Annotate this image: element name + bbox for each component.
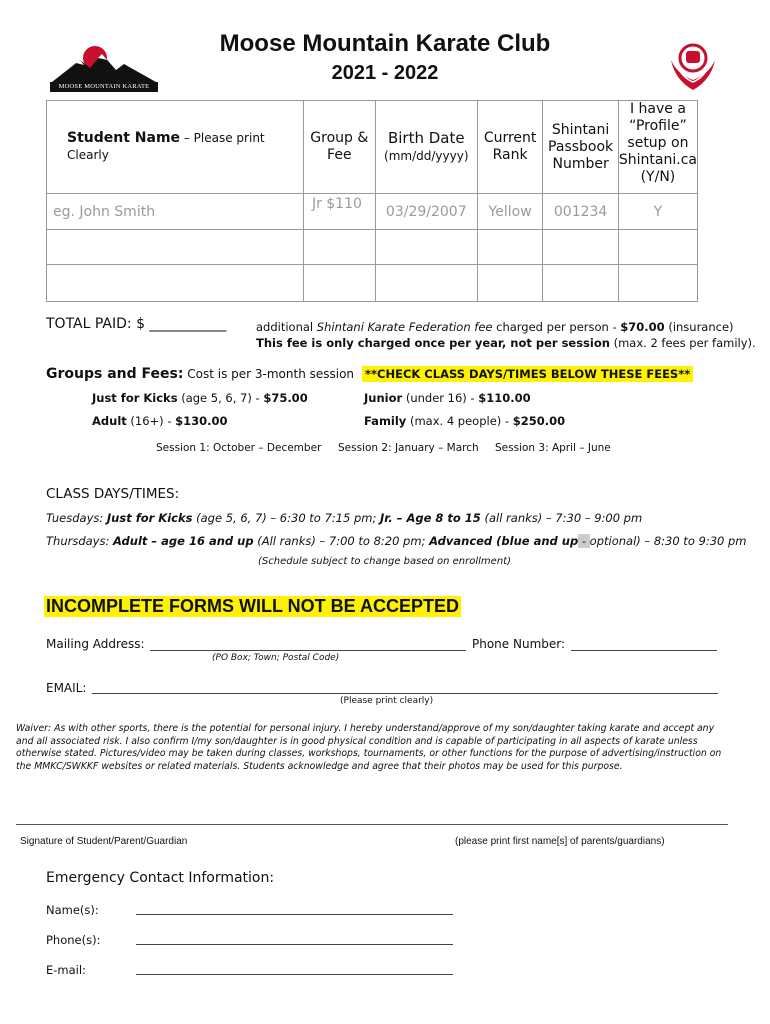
- federation-fee-line: additional Shintani Karate Federation fee charged per person - $70.00 (insurance): [256, 320, 734, 334]
- signature-label: Signature of Student/Parent/Guardian: [20, 836, 188, 847]
- example-birth-date: 03/29/2007: [375, 194, 477, 230]
- emergency-names-field[interactable]: [136, 901, 453, 915]
- check-times-banner: **CHECK CLASS DAYS/TIMES BELOW THESE FEES**: [362, 366, 693, 382]
- junior-fee: Junior (under 16) - $110.00: [364, 391, 531, 405]
- federation-logo: [663, 36, 723, 96]
- session-1: Session 1: October – December: [156, 442, 322, 454]
- print-names-label: (please print first name[s] of parents/guardians): [455, 836, 665, 847]
- total-paid-label: TOTAL PAID: $ ___________: [46, 316, 227, 332]
- email-label: EMAIL:: [46, 681, 87, 695]
- student-row-2[interactable]: [47, 265, 698, 302]
- rank-field-2[interactable]: [477, 265, 542, 302]
- profile-field-1[interactable]: [618, 230, 697, 265]
- adult-fee: Adult (16+) - $130.00: [92, 414, 228, 428]
- profile-field-2[interactable]: [618, 265, 697, 302]
- student-row-1[interactable]: [47, 230, 698, 265]
- group-fee-field-1[interactable]: [303, 230, 375, 265]
- table-header-row: [47, 101, 698, 194]
- example-passbook: 001234: [543, 194, 619, 230]
- example-group-fee: Jr $110: [303, 194, 375, 230]
- phone-number-label: Phone Number:: [472, 637, 566, 651]
- current-rank-header: Current Rank: [477, 101, 542, 194]
- registration-table: [46, 100, 698, 302]
- emergency-phones-label: Phone(s):: [46, 933, 101, 947]
- passbook-header: Shintani Passbook Number: [543, 101, 619, 194]
- schedule-note: (Schedule subject to change based on enrollment): [258, 556, 511, 567]
- waiver-text: Waiver: As with other sports, there is the potential for personal injury. I hereby understand/approve of my son/daughter taking karate and accept any and all associated risk. I also confirm I/my son/daughter is in good physical condition and is capable of participating in all aspects of karate unless otherwise stated. Pictures/video may be taken during classes, workshops, tournaments, or other functions for the purpose of advertising/instruction on the MMKC/SWKKF websites or related materials. Students acknowledge and agree that their photos may be used for this purpose.: [16, 723, 722, 772]
- phone-number-field[interactable]: [571, 637, 717, 651]
- emergency-email-label: E-mail:: [46, 963, 86, 977]
- thursday-schedule: Thursdays: Adult – age 16 and up (All ranks) – 7:00 to 8:20 pm; Advanced (blue and up - optional) – 8:30 to 9:30 pm: [46, 534, 747, 548]
- example-rank: Yellow: [477, 194, 542, 230]
- logo-caption: MOOSE MOUNTAIN KARATE: [50, 82, 158, 92]
- page-year: 2021 - 2022: [331, 62, 439, 84]
- emergency-email-field[interactable]: [136, 961, 453, 975]
- profile-header: I have a “Profile” setup on Shintani.ca (Y/N): [618, 101, 697, 194]
- student-name-field-2[interactable]: [47, 265, 304, 302]
- emergency-phones-field[interactable]: [136, 931, 453, 945]
- emergency-heading: Emergency Contact Information:: [46, 870, 275, 886]
- groups-heading: Groups and Fees: Cost is per 3-month session: [46, 366, 355, 382]
- session-2: Session 2: January – March: [338, 442, 479, 454]
- mailing-address-note: (PO Box; Town; Postal Code): [212, 653, 340, 663]
- email-field[interactable]: [92, 680, 718, 694]
- birth-date-header: Birth Date (mm/dd/yyyy): [375, 101, 477, 194]
- group-fee-header: Group & Fee: [303, 101, 375, 194]
- group-fee-field-2[interactable]: [303, 265, 375, 302]
- family-fee: Family (max. 4 people) - $250.00: [364, 414, 566, 428]
- page-title: Moose Mountain Karate Club: [219, 30, 551, 57]
- birth-date-field-2[interactable]: [375, 265, 477, 302]
- passbook-field-1[interactable]: [543, 230, 619, 265]
- student-name-field-1[interactable]: [47, 230, 304, 265]
- email-note: (Please print clearly): [340, 696, 434, 706]
- example-profile: Y: [618, 194, 697, 230]
- incomplete-warning: INCOMPLETE FORMS WILL NOT BE ACCEPTED: [46, 596, 459, 616]
- mailing-address-field[interactable]: [150, 637, 466, 651]
- passbook-field-2[interactable]: [543, 265, 619, 302]
- class-times-heading: CLASS DAYS/TIMES:: [46, 486, 180, 502]
- signature-line[interactable]: [16, 824, 728, 825]
- phoenix-fist-icon: [663, 36, 723, 96]
- example-row: [47, 194, 698, 230]
- example-name: eg. John Smith: [47, 194, 304, 230]
- kicks-fee: Just for Kicks (age 5, 6, 7) - $75.00: [92, 391, 308, 405]
- tuesday-schedule: Tuesdays: Just for Kicks (age 5, 6, 7) – 6:30 to 7:15 pm; Jr. – Age 8 to 15 (all ranks) – 7:30 – 9:00 pm: [46, 511, 643, 525]
- fee-frequency-note: This fee is only charged once per year, not per session (max. 2 fees per family).: [256, 336, 756, 350]
- session-3: Session 3: April – June: [495, 442, 611, 454]
- mailing-address-label: Mailing Address:: [46, 637, 145, 651]
- birth-date-field-1[interactable]: [375, 230, 477, 265]
- emergency-names-label: Name(s):: [46, 903, 99, 917]
- student-name-header: Student Name – Please print Clearly: [47, 101, 304, 194]
- rank-field-1[interactable]: [477, 230, 542, 265]
